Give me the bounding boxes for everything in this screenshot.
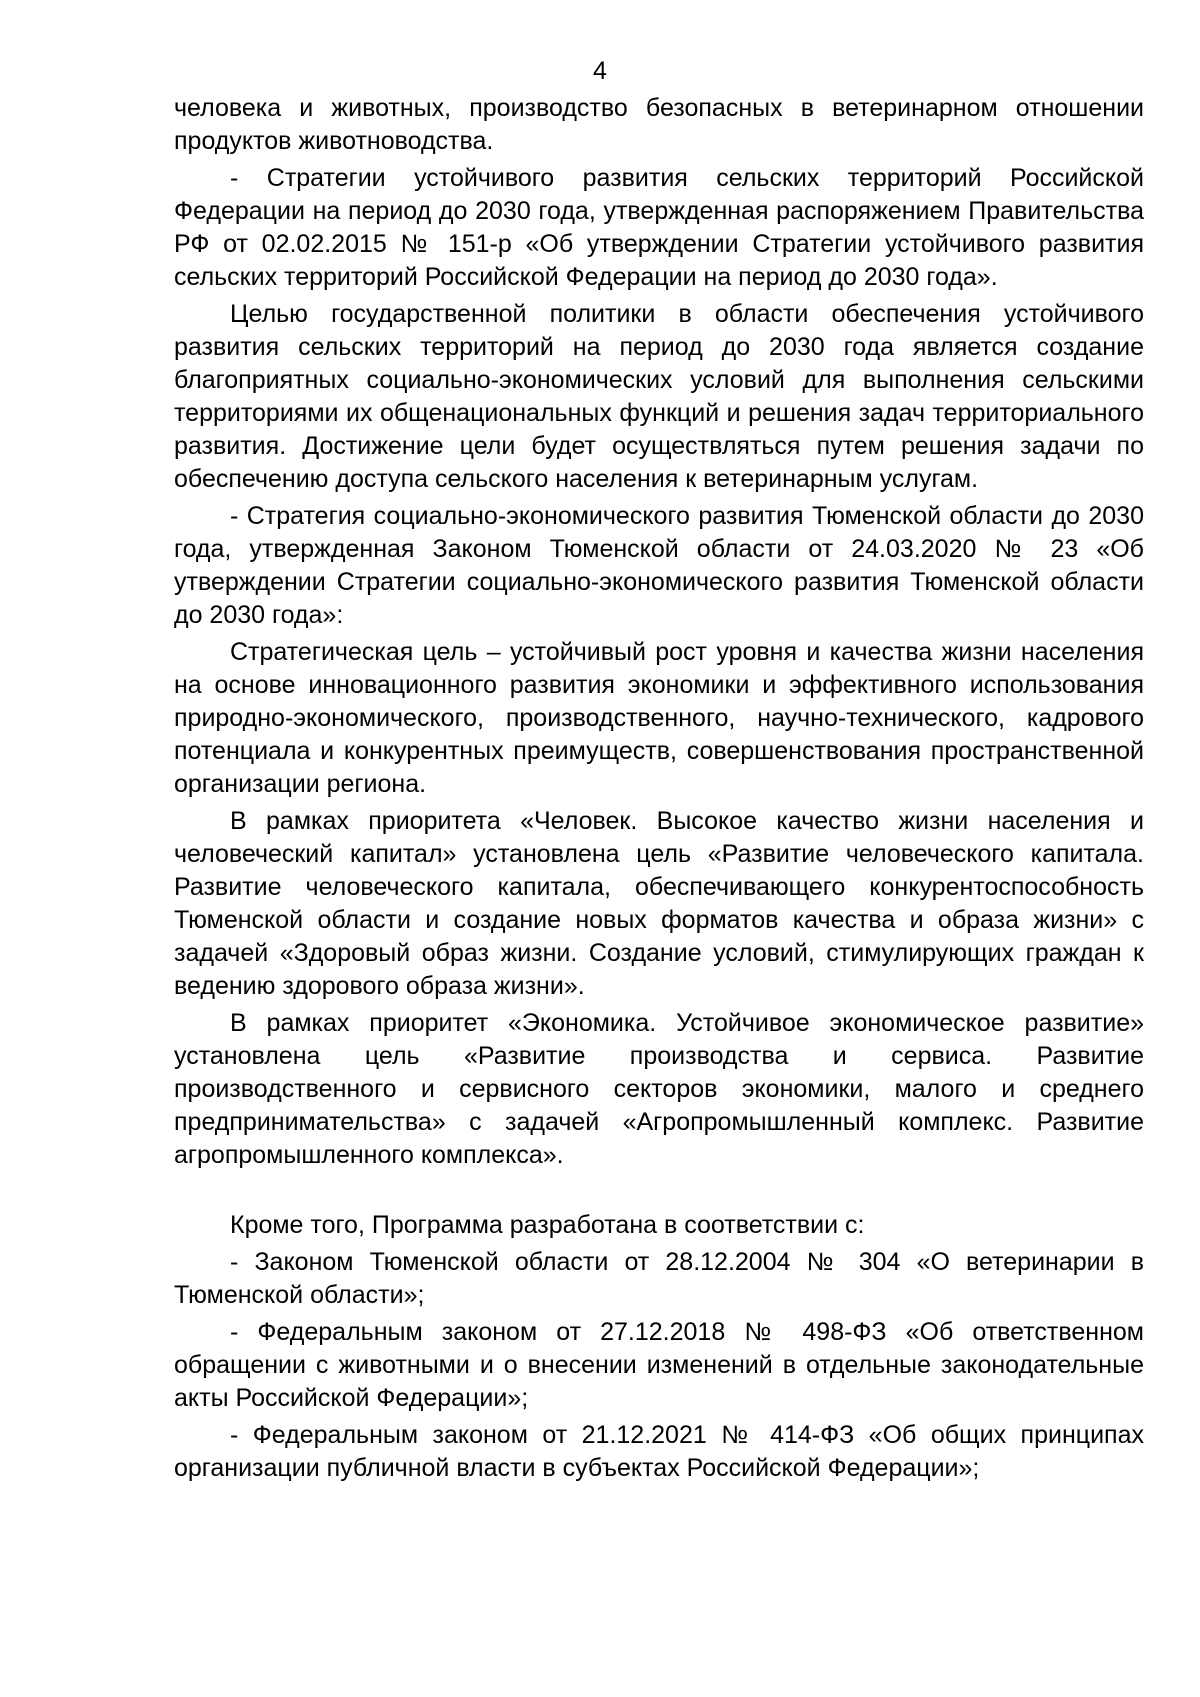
paragraph-priority-economy: В рамках приоритет «Экономика. Устойчивое экономическое развитие» установлена цель «Развитие производства и сервиса. Развитие производственного и сервисного секторов экономики, малого и среднего предпринимательства» с задачей «Агропромышленный комплекс. Развитие агропромышленного комплекса». [174, 1009, 1144, 1169]
page-number: 4 [593, 57, 607, 85]
paragraph-priority-human: В рамках приоритета «Человек. Высокое качество жизни населения и человеческий капитал» установлена цель «Развитие человеческого капитала. Развитие человеческого капитала, обеспечивающего конкурентоспособность Тюменской области и создание новых форматов качества и образа жизни» с задачей «Здоровый образ жизни. Создание условий, стимулирующих граждан к ведению здорового образа жизни». [174, 807, 1144, 1000]
paragraph-law-animals: - Федеральным законом от 27.12.2018 № 498-ФЗ «Об ответственном обращении с животными и о внесении изменений в отдельные законодательные акты Российской Федерации»; [174, 1318, 1144, 1412]
paragraph-spacer [174, 1176, 1144, 1209]
paragraph-law-veterinary: - Законом Тюменской области от 28.12.2004 № 304 «О ветеринарии в Тюменской области»; [174, 1248, 1144, 1309]
paragraph-strategic-goal: Стратегическая цель – устойчивый рост уровня и качества жизни населения на основе инновационного развития экономики и эффективного использования природно-экономического, производственного, научно-технического, кадрового потенциала и конкурентных преимуществ, совершенствования пространственной организации региона. [174, 638, 1144, 798]
paragraph-law-public-authority: - Федеральным законом от 21.12.2021 № 414-ФЗ «Об общих принципах организации публичной власти в субъектах Российской Федерации»; [174, 1421, 1144, 1482]
paragraph-rural-strategy: - Стратегии устойчивого развития сельских территорий Российской Федерации на период до 2030 года, утвержденная распоряжением Правительства РФ от 02.02.2015 № 151-р «Об утверждении Стратегии устойчивого развития сельских территорий Российской Федерации на период до 2030 года». [174, 164, 1144, 291]
paragraph-program-basis: Кроме того, Программа разработана в соответствии с: [230, 1211, 865, 1239]
paragraph-continuation: человека и животных, производство безопасных в ветеринарном отношении продуктов животноводства. [174, 94, 1144, 155]
paragraph-tyumen-strategy: - Стратегия социально-экономического развития Тюменской области до 2030 года, утвержденная Законом Тюменской области от 24.03.2020 № 23 «Об утверждении Стратегии социально-экономического развития Тюменской области до 2030 года»: [174, 502, 1144, 629]
paragraph-policy-goal: Целью государственной политики в области обеспечения устойчивого развития сельских территорий на период до 2030 года является создание благоприятных социально-экономических условий для выполнения сельскими территориями их общенациональных функций и решения задач территориального развития. Достижение цели будет осуществляться путем решения задачи по обеспечению доступа сельского населения к ветеринарным услугам. [174, 300, 1144, 493]
document-body [174, 92, 1144, 1489]
